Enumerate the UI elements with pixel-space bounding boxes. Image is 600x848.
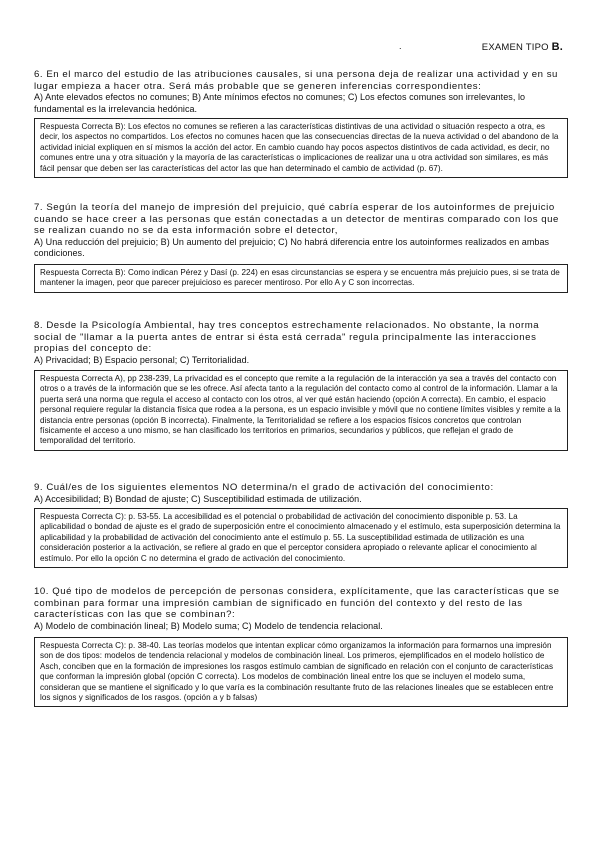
answer-box-8: Respuesta Correcta A), pp 238-239, La privacidad es el concepto que remite a la regulación de la interacción ya sea a través del contacto con otros o a través de la información que se les ofrece. Así afecta tanto a la regulación del contacto como al control de la información. Llamar a la puerta será una norma que regula el acceso al contacto con los otros, al ver qué están haciendo (opción A correcta). En cambio, el espacio personal requiere regular la distancia física que rodea a la persona, es un espacio invisible y móvil que no contiene límites visibles y remite a la distancia entre personas (opción B incorrecta). Finalmente, la Territorialidad se refiere a los espacios físicos concretos que controlan físicamente el acceso a uno mismo, se han clasificado los territorios en primarios, secundarios y públicos, que reflejan el grado de temporalidad del territorio. (34, 370, 568, 451)
question-9 (34, 482, 568, 505)
question-8 (34, 320, 568, 366)
exam-header (482, 41, 563, 53)
answer-box-9: Respuesta Correcta C): p. 53-55. La accesibilidad es el potencial o probabilidad de activación del conocimiento disponible p. 53. La aplicabilidad o bondad de ajuste es el grado de superposición entre el conocimiento almacenado y el estímulo, esta superposición determina la aplicabilidad y la probabilidad de activación del conocimiento ante el estímulo p. 55. La susceptibilidad estimada de utilización es una consideración posterior a la activación, se refiere al grado en que el perceptor considera apropiado o relevante aplicar el conocimiento al estímulo. Por ello la opción C no determina el grado de activación del conocimiento. (34, 508, 568, 568)
question-10 (34, 586, 568, 632)
answer-box-6: Respuesta Correcta B): Los efectos no comunes se refieren a las características distintivas de una actividad o situación respecto a otra, es decir, los aspectos no compartidos. Los efectos no comunes hacen que las consecuencias directas de la nueva actividad o del abandono de la actividad inicial expliquen en sí mismos la acción del actor. En cambio cuando hay pocos aspectos distintivos de cada actividad, es decir, no comunes entre una y otra situación y la mayoría de las características o implicaciones de realizar una u otra actividad son similares, es más fácil pensar que deben ser las características del actor las que han determinado el cambio de actividad (p. 67). (34, 118, 568, 178)
question-7 (34, 202, 568, 260)
question-options: A) Ante elevados efectos no comunes; B) Ante mínimos efectos no comunes; C) Los efectos comunes son irrelevantes, lo fundamental es la irrelevancia hedónica. (34, 92, 526, 114)
question-stem: 7. Según la teoría del manejo de impresión del prejuicio, qué cabría esperar de los autoinformes de prejuicio cuando se hace creer a las personas que están conectadas a un detector de mentiras comparado con los que se realizan cuando no se da esta información sobre el detector, (34, 202, 559, 236)
question-stem: 10. Qué tipo de modelos de percepción de personas considera, explícitamente, que las características que se combinan para formar una impresión cambian de significado en función del contexto y del resto de las características con las que se combinan?: (34, 586, 560, 620)
question-options: A) Modelo de combinación lineal; B) Modelo suma; C) Modelo de tendencia relacional. (34, 620, 383, 631)
answer-box-10: Respuesta Correcta C): p. 38-40. Las teorías modelos que intentan explicar cómo organizamos la información para formarnos una impresión son de dos tipos: modelos de tendencia relacional y modelos de combinación lineal. Los primeros, ejemplificados en el modelo holístico de Asch, conciben que en la formación de impresiones los rasgos estímulo cambian de significado en relación con el conjunto de características que conforman la impresión global (opción C correcta). Los modelos de combinación lineal entre los que se incluyen el modelo suma, consideran que se mantiene el significado y lo que varía es la combinación resultante fruto de las relaciones lineales que se establecen entre los signos y significados de los rasgos. (opción a y b falsas) (34, 637, 568, 707)
question-stem: 8. Desde la Psicología Ambiental, hay tres conceptos estrechamente relacionados. No obstante, la norma social de "llamar a la puerta antes de entrar si ésta está cerrada" regula principalmente las interacciones propias del concepto de: (34, 320, 540, 354)
question-options: A) Accesibilidad; B) Bondad de ajuste; C) Susceptibilidad estimada de utilización. (34, 493, 362, 504)
question-stem: 9. Cuál/es de los siguientes elementos NO determina/n el grado de activación del conocimiento: (34, 482, 494, 493)
question-options: A) Una reducción del prejuicio; B) Un aumento del prejuicio; C) No habrá diferencia entre los autoinformes realizados en ambas condiciones. (34, 236, 550, 258)
question-options: A) Privacidad; B) Espacio personal; C) Territorialidad. (34, 354, 250, 365)
header-dot: . (399, 41, 402, 51)
question-stem: 6. En el marco del estudio de las atribuciones causales, si una persona deja de realizar una actividad y en su lugar empieza a hacer otra. Será más probable que se generen inferencias correspondientes: (34, 69, 558, 92)
exam-letter: B. (551, 41, 563, 53)
question-6 (34, 69, 568, 115)
answer-box-7: Respuesta Correcta B): Como indican Pérez y Dasí (p. 224) en esas circunstancias se espera y se encuentra más prejuicio pues, si se trata de mantener la imagen, peor que parecer prejuicioso es parecer mentiroso. Por ello A y C son incorrectas. (34, 264, 568, 293)
exam-label: EXAMEN TIPO (481, 42, 549, 53)
